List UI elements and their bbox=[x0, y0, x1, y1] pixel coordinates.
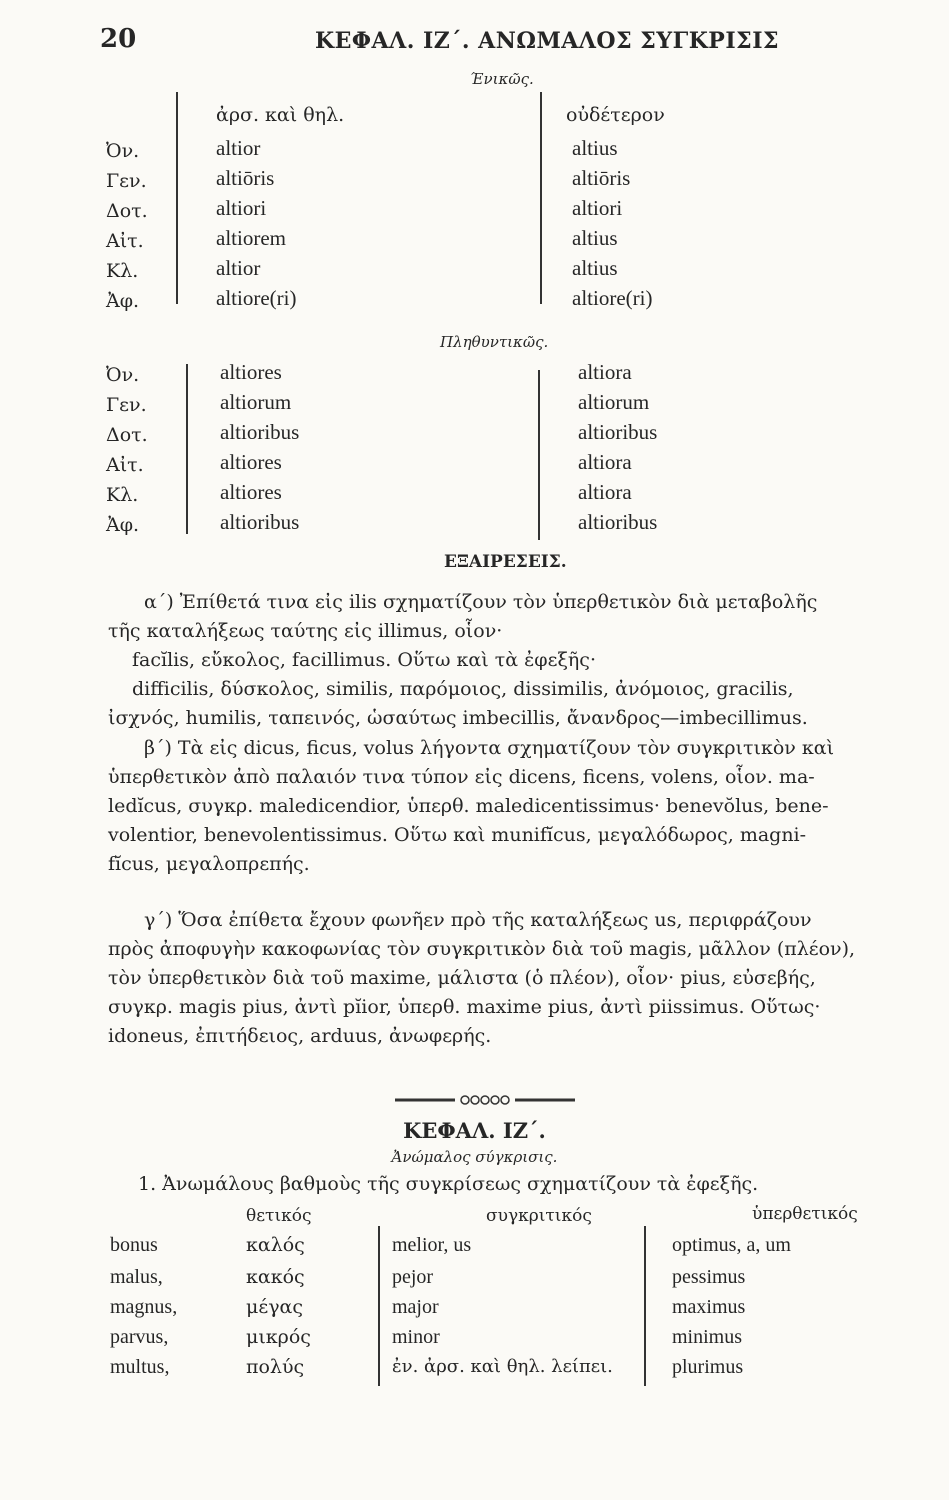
chapter-subtitle: Ἀνώμαλος σύγκρισις. bbox=[391, 1148, 558, 1166]
paragraph-b bbox=[108, 734, 908, 879]
cell-latin: magnus, bbox=[110, 1296, 178, 1318]
form-cell: altius bbox=[572, 136, 618, 160]
cell-greek: μικρός bbox=[246, 1326, 311, 1348]
cell-comparative: melior, us bbox=[392, 1234, 472, 1256]
paragraph-c bbox=[108, 906, 908, 1051]
case-label: Αἰτ. bbox=[106, 230, 144, 252]
neuter-heading: οὐδέτερον bbox=[566, 104, 665, 126]
cell-comparative: pejor bbox=[392, 1266, 434, 1288]
text-line: fĭcus, μεγαλοπρεπής. bbox=[108, 853, 310, 875]
exceptions-heading: ΕΞΑΙΡΕΣΕΙΣ. bbox=[444, 552, 567, 572]
cell-superlative: optimus, a, um bbox=[672, 1234, 791, 1256]
form-cell: altiores bbox=[220, 480, 282, 504]
cell-greek: μέγας bbox=[246, 1296, 304, 1318]
chapter-title: ΚΕΦΑΛ. ΙΖ΄. bbox=[403, 1118, 546, 1143]
column-rule bbox=[176, 92, 178, 304]
cell-superlative: plurimus bbox=[672, 1356, 744, 1378]
form-cell: altioribus bbox=[220, 510, 300, 534]
cell-greek: πολύς bbox=[246, 1356, 305, 1378]
case-label: Αἰτ. bbox=[106, 454, 144, 476]
text-line: γ΄) Ὅσα ἐπίθετα ἔχουν φωνῆεν πρὸ τῆς καταλήξεως us, περιφράζουν bbox=[144, 909, 812, 931]
form-cell: altius bbox=[572, 256, 618, 280]
form-cell: altiora bbox=[578, 360, 632, 384]
ornament-divider bbox=[395, 1094, 575, 1106]
running-title: ΚΕΦΑΛ. ΙΖ΄. ΑΝΩΜΑΛΟΣ ΣΥΓΚΡΙΣΙΣ bbox=[315, 28, 780, 54]
table-header: ὑπερθετικός bbox=[752, 1204, 858, 1224]
page-header bbox=[100, 24, 920, 64]
form-cell: altiora bbox=[578, 450, 632, 474]
form-cell: altiorum bbox=[578, 390, 650, 414]
text-line: τῆς καταλήξεως ταύτης εἰς illimus, οἷον· bbox=[108, 620, 503, 642]
form-cell: altiorem bbox=[216, 226, 286, 250]
form-cell: altior bbox=[216, 256, 261, 280]
form-cell: altioribus bbox=[220, 420, 300, 444]
case-label: Γεν. bbox=[106, 394, 147, 416]
table-header: θετικός bbox=[246, 1206, 312, 1226]
form-cell: altiores bbox=[220, 360, 282, 384]
cell-greek: κακός bbox=[246, 1266, 305, 1288]
cell-superlative: minimus bbox=[672, 1326, 743, 1348]
form-cell: altiores bbox=[220, 450, 282, 474]
form-cell: altius bbox=[572, 226, 618, 250]
masc-fem-heading: ἀρσ. καὶ θηλ. bbox=[216, 104, 345, 126]
column-rule bbox=[538, 370, 540, 540]
form-cell: altiore(ri) bbox=[572, 286, 653, 310]
form-cell: altiori bbox=[572, 196, 623, 220]
form-cell: altiōris bbox=[216, 166, 275, 190]
case-label: Ὀν. bbox=[106, 140, 140, 162]
form-cell: altior bbox=[216, 136, 261, 160]
form-cell: altiorum bbox=[220, 390, 292, 414]
text-line: idoneus, ἐπιτήδειος, arduus, ἀνωφερής. bbox=[108, 1025, 492, 1047]
case-label: Κλ. bbox=[106, 484, 139, 506]
text-line: ὑπερθετικὸν ἀπὸ παλαιόν τινα τύπον εἰς dicens, ficens, volens, οἷον. ma- bbox=[108, 766, 815, 788]
cell-comparative: minor bbox=[392, 1326, 440, 1348]
case-label: Ἀφ. bbox=[106, 514, 140, 536]
form-cell: altiōris bbox=[572, 166, 631, 190]
chapter-intro-paragraph bbox=[108, 1170, 908, 1199]
cell-latin: bonus bbox=[110, 1234, 158, 1256]
text-line: α΄) Ἐπίθετά τινα εἰς ilis σχηματίζουν τὸν ὑπερθετικὸν διὰ μεταβολῆς bbox=[144, 591, 818, 613]
cell-superlative: maximus bbox=[672, 1296, 746, 1318]
text-line: τὸν ὑπερθετικὸν διὰ τοῦ maxime, μάλιστα (ὁ πλέον), οἷον· pius, εὐσεβής, bbox=[108, 967, 816, 989]
paragraph-a bbox=[108, 588, 908, 733]
case-label: Ἀφ. bbox=[106, 290, 140, 312]
text-line: συγκρ. magis pius, ἀντὶ pĭior, ὑπερθ. maxime pius, ἀντὶ piissimus. Οὕτως· bbox=[108, 996, 821, 1018]
text-line: β΄) Τὰ εἰς dicus, ficus, volus λήγοντα σχηματίζουν τὸν συγκριτικὸν καὶ bbox=[144, 737, 835, 759]
cell-latin: parvus, bbox=[110, 1326, 169, 1348]
case-label: Κλ. bbox=[106, 260, 139, 282]
column-rule bbox=[186, 364, 188, 534]
text-line: ἰσχνός, humilis, ταπεινός, ὡσαύτως imbecillis, ἄνανδρος—imbecillimus. bbox=[108, 707, 808, 729]
case-label: Δοτ. bbox=[106, 424, 148, 446]
page-number: 20 bbox=[100, 24, 137, 54]
text-line: difficilis, δύσκολος, similis, παρόμοιος, dissimilis, ἀνόμοιος, gracilis, bbox=[132, 678, 794, 700]
singular-label: Ένικῶς. bbox=[470, 70, 534, 88]
text-line: volentior, benevolentissimus. Οὕτω καὶ munifĭcus, μεγαλόδωρος, magni- bbox=[108, 824, 807, 846]
table-header: συγκριτικός bbox=[486, 1206, 592, 1226]
cell-greek: καλός bbox=[246, 1234, 305, 1256]
cell-latin: multus, bbox=[110, 1356, 170, 1378]
form-cell: altiora bbox=[578, 480, 632, 504]
cell-comparative: ἐν. ἀρσ. καὶ θηλ. λείπει. bbox=[392, 1356, 613, 1377]
case-label: Γεν. bbox=[106, 170, 147, 192]
plural-label: Πληθυντικῶς. bbox=[440, 333, 549, 351]
text-line: 1. Ἀνωμάλους βαθμοὺς τῆς συγκρίσεως σχηματίζουν τὰ ἐφεξῆς. bbox=[138, 1173, 759, 1195]
form-cell: altiori bbox=[216, 196, 267, 220]
cell-comparative: major bbox=[392, 1296, 439, 1318]
cell-latin: malus, bbox=[110, 1266, 163, 1288]
case-label: Ὀν. bbox=[106, 364, 140, 386]
text-line: facĭlis, εὔκολος, facillimus. Οὕτω καὶ τὰ ἐφεξῆς· bbox=[132, 649, 596, 671]
case-label: Δοτ. bbox=[106, 200, 148, 222]
form-cell: altioribus bbox=[578, 510, 658, 534]
form-cell: altioribus bbox=[578, 420, 658, 444]
column-rule bbox=[378, 1226, 380, 1386]
text-line: ledĭcus, συγκρ. maledicendior, ὑπερθ. maledicentissimus· benevŏlus, bene- bbox=[108, 795, 829, 817]
form-cell: altiore(ri) bbox=[216, 286, 297, 310]
text-line: πρὸς ἀποφυγὴν κακοφωνίας τὸν συγκριτικὸν διὰ τοῦ magis, μᾶλλον (πλέον), bbox=[108, 938, 856, 960]
column-rule bbox=[540, 92, 542, 304]
column-rule bbox=[644, 1226, 646, 1386]
cell-superlative: pessimus bbox=[672, 1266, 746, 1288]
